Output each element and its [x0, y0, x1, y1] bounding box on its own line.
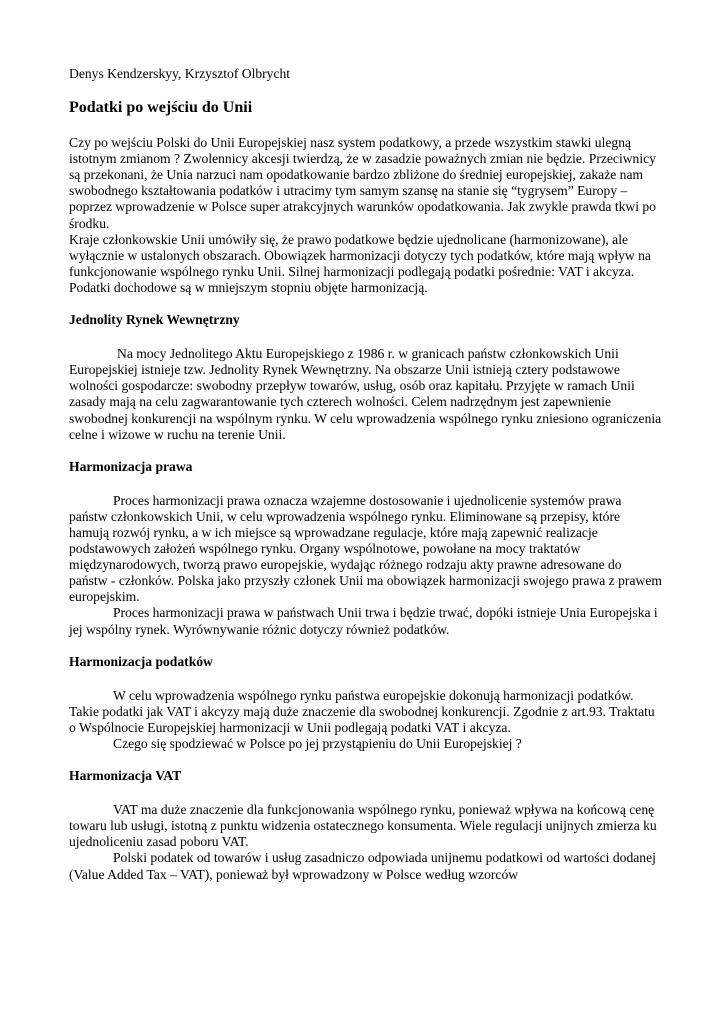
section-harmonizacja-prawa	[69, 459, 663, 638]
section-paragraph: Polski podatek od towarów i usług zasadniczo odpowiada unijnemu podatkowi od wartości dodanej (Value Added Tax – VAT), ponieważ był wprowadzony w Polsce według wzorców	[69, 850, 656, 882]
section-paragraph: W celu wprowadzenia wspólnego rynku państwa europejskie dokonują harmonizacji podatków. Takie podatki jak VAT i akcyzy mają duże znaczenie dla swobodnej konkurencji. Zgodnie z art.93. Traktatu o Wspólnocie Europejskiej harmonizacji w Unii podlegają podatki VAT i akcyza.	[69, 687, 655, 735]
document-authors: Denys Kendzerskyy, Krzysztof Olbrycht	[69, 66, 291, 81]
intro-paragraph: Czy po wejściu Polski do Unii Europejskiej nasz system podatkowy, a przede wszystkim stawki ulegną istotnym zmianom ? Zwolennicy akcesji twierdzą, że w zasadzie poważnych zmian nie będzie. Przeciwnicy są przekonani, że Unia narzuci nam opodatkowanie bardzo zbliżone do średniej europejskiej, zakaże nam swobodnego kształtowania podatków i utracimy tym samym szansę na stanie się “tygrysem” Europy – poprzez wprowadzenie w Polsce super atrakcyjnych warunków opodatkowania. Jak zwykle prawda tkwi po środku.	[69, 135, 656, 231]
section-jednolity-rynek	[69, 312, 663, 443]
document-title: Podatki po wejściu do Unii	[69, 99, 253, 117]
section-paragraph: Na mocy Jednolitego Aktu Europejskiego z 1986 r. w granicach państw członkowskich Unii Europejskiej istnieje tzw. Jednolity Rynek Wewnętrzny. Na obszarze Unii istnieją cztery podstawowe wolności gospodarcze: swobodny przepływ towarów, usług, osób oraz kapitału. Przyjęte w ramach Unii zasady mają na celu zagwarantowanie tych czterech wolności. Celem nadrzędnym jest zapewnienie swobodnej konkurencji na wspólnym rynku. W celu wprowadzenia wspólnego rynku zniesiono ograniczenia celne i wizowe w ruchu na terenie Unii.	[69, 346, 662, 442]
section-harmonizacja-vat	[69, 768, 663, 883]
section-paragraph: Proces harmonizacji prawa w państwach Unii trwa i będzie trwać, dopóki istnieje Unia Europejska i jej wspólny rynek. Wyrównywanie różnic dotyczy również podatków.	[69, 605, 658, 637]
section-heading: Harmonizacja prawa	[69, 458, 193, 474]
document-page	[69, 66, 663, 883]
section-harmonizacja-podatkow	[69, 654, 663, 752]
section-heading: Harmonizacja VAT	[69, 768, 182, 784]
section-heading: Harmonizacja podatków	[69, 653, 213, 669]
section-paragraph: Czego się spodziewać w Polsce po jej przystąpieniu do Unii Europejskiej ?	[113, 736, 522, 751]
section-paragraph: VAT ma duże znaczenie dla funkcjonowania wspólnego rynku, ponieważ wpływa na końcową cenę towaru lub usługi, istotną z punktu widzenia ostatecznego konsumenta. Wiele regulacji unijnych zmierza ku ujednoliceniu zasad poboru VAT.	[69, 802, 657, 850]
intro-paragraph: Kraje członkowskie Unii umówiły się, że prawo podatkowe będzie ujednolicane (harmonizowane), ale wyłącznie w ustalonych obszarach. Obowiązek harmonizacji dotyczy tych podatków, które mają wpływ na funkcjonowanie wspólnego rynku Unii. Silnej harmonizacji podlegają podatki pośrednie: VAT i akcyza. Podatki dochodowe są w mniejszym stopniu objęte harmonizacją.	[69, 231, 651, 295]
section-heading: Jednolity Rynek Wewnętrzny	[69, 312, 240, 328]
intro-section	[69, 135, 663, 296]
section-paragraph: Proces harmonizacji prawa oznacza wzajemne dostosowanie i ujednolicenie systemów prawa państw członkowskich Unii, w celu wprowadzenia wspólnego rynku. Eliminowane są przepisy, które hamują rozwój rynku, a w ich miejsce są wprowadzane regulacje, które mają zapewnić realizacje podstawowych założeń wspólnego rynku. Organy wspólnotowe, powołane na mocy traktatów międzynarodowych, tworzą prawo europejskie, wydając różnego rodzaju akty prawne adresowane do państw - członków. Polska jako przyszły członek Unii ma obowiązek harmonizacji swojego prawa z prawem europejskim.	[69, 492, 662, 605]
